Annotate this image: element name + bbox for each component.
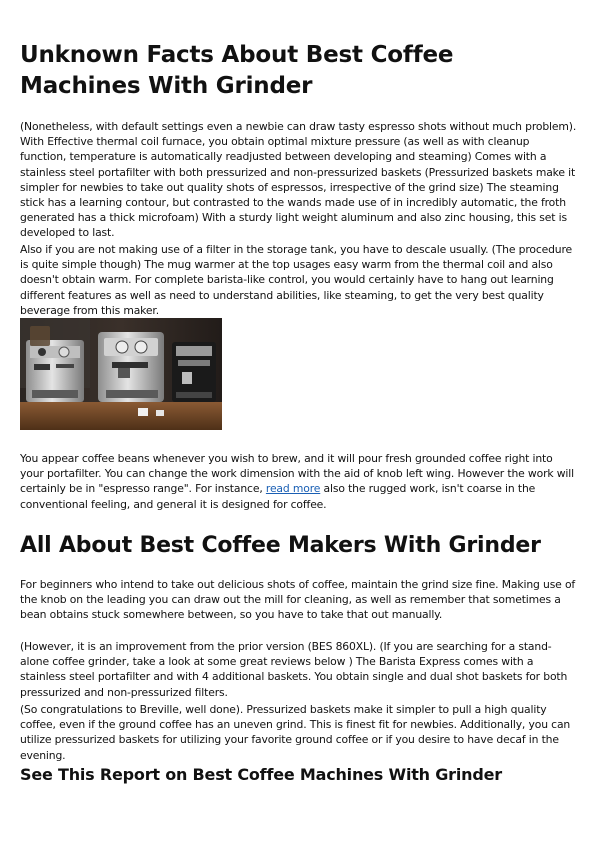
paragraph-4: For beginners who intend to take out delicious shots of coffee, maintain the grind size fine. Making use of the knob on the leading you can draw out the mill for cleaning, as well as remember that sometimes a bean obtains stuck somewhere between, so you have to take that out manually. (20, 578, 576, 622)
page-title: Unknown Facts About Best Coffee Machines With Grinder (20, 42, 454, 99)
section-title: All About Best Coffee Makers With Grinder (20, 533, 541, 558)
subsection-title: See This Report on Best Coffee Machines With Grinder (20, 765, 502, 784)
coffee-machines-photo (20, 318, 222, 430)
paragraph-1: (Nonetheless, with default settings even a newbie can draw tasty espresso shots without much problem). With Effective thermal coil furnace, you obtain optimal mixture pressure (as well as with cleanup function, temperature is automatically readjusted between developing and steaming) Comes with a stainless steel portafilter with both pressurized and non-pressurized baskets (Pressurized baskets make it simpler for newbies to take out quality shots of espressos, irrespective of the grind size) The steaming stick has a learning contour, but contrasted to the wands made use of in incredibly automatic, the froth generated has a thick microfoam) With a sturdy light weight aluminum and also zinc housing, this set is developed to last. (20, 120, 577, 240)
paragraph-5: (However, it is an improvement from the prior version (BES 860XL). (If you are searching for a stand-alone coffee grinder, take a look at some great reviews below ) The Barista Express comes with a stainless steel portafilter and with 4 additional baskets. You obtain single and dual shot baskets for both pressurized and non-pressurized filters. (20, 640, 568, 699)
read-more-link[interactable]: read more (265, 482, 321, 496)
paragraph-6: (So congratulations to Breville, well done). Pressurized baskets make it simpler to pull a high quality coffee, even if the ground coffee has an uneven grind. This is finest fit for newbies. Additionally, you can utilize pressurized baskets for utilizing your favorite ground coffee or if you desire to have decaf in the evening. (20, 703, 571, 762)
paragraph-3-text-b: also the rugged work, isn't coarse in the conventional feeling, and general it is designed for coffee. (20, 482, 536, 511)
paragraph-2: Also if you are not making use of a filter in the storage tank, you have to descale usually. (The procedure is quite simple though) The mug warmer at the top usages easy warm from the thermal coil and also doesn't obtain warm. For complete barista-like control, you would certainly have to hang out learning different features as well as need to understand abilities, like steaming, to get the very best quality beverage from this maker. (20, 243, 573, 317)
paragraph-3 (20, 451, 578, 512)
paragraph-3-text-a: You appear coffee beans whenever you wish to brew, and it will pour fresh grounded coffee right into your portafilter. You can change the work dimension with the aid of knob left wing. However the work will certainly be in "espresso range". For instance, (20, 452, 574, 496)
